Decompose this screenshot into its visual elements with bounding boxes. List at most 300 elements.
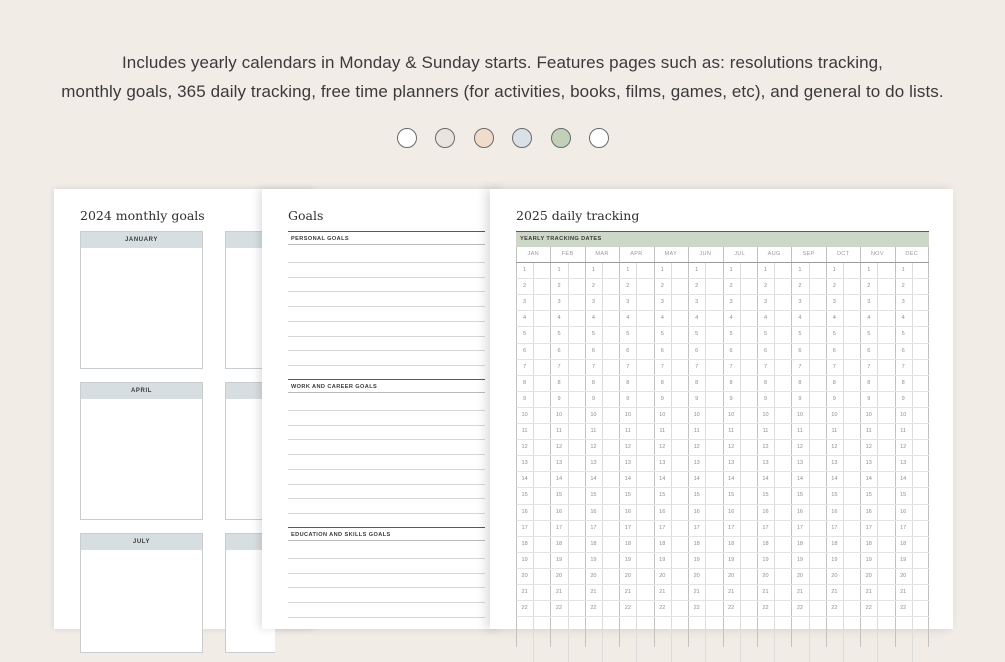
day-number: 19 <box>831 556 838 563</box>
day-number: 20 <box>590 572 597 579</box>
day-number: 20 <box>555 572 563 579</box>
day-number: 6 <box>832 347 836 354</box>
row-line <box>516 471 929 472</box>
day-number: 4 <box>626 315 630 322</box>
cell-divider <box>809 262 810 662</box>
day-number: 3 <box>832 299 836 306</box>
day-number: 7 <box>591 363 595 370</box>
day-number: 6 <box>523 347 527 354</box>
goal-line[interactable] <box>288 484 485 485</box>
day-number: 13 <box>693 460 700 467</box>
day-number: 11 <box>728 428 734 434</box>
month-column-header: DEC <box>905 251 919 257</box>
day-number: 1 <box>591 267 595 273</box>
day-number: 15 <box>624 492 631 499</box>
month-column-header: JUL <box>734 251 746 257</box>
month-column-header: SEP <box>802 251 815 257</box>
day-number: 12 <box>831 444 838 451</box>
day-number: 19 <box>590 556 597 563</box>
day-number: 10 <box>727 411 735 418</box>
day-number: 11 <box>590 428 597 434</box>
day-number: 20 <box>796 572 804 579</box>
swatch-white[interactable] <box>397 128 417 148</box>
day-number: 11 <box>693 428 700 434</box>
day-number: 18 <box>590 540 597 547</box>
day-number: 14 <box>693 476 700 483</box>
month-column-header: JUN <box>699 251 712 257</box>
day-number: 17 <box>762 524 769 531</box>
day-number: 10 <box>590 411 597 418</box>
day-number: 1 <box>763 267 768 273</box>
month-box-april <box>80 382 203 520</box>
day-number: 14 <box>831 476 838 483</box>
day-number: 19 <box>865 556 872 563</box>
goal-line[interactable] <box>288 469 485 470</box>
goal-section-education: EDUCATION AND SKILLS GOALS <box>288 527 485 541</box>
day-number: 2 <box>591 283 595 290</box>
day-number: 14 <box>796 476 804 483</box>
day-number: 22 <box>900 605 907 612</box>
day-number: 10 <box>624 411 631 418</box>
day-number: 15 <box>900 492 907 499</box>
day-number: 8 <box>763 379 768 386</box>
day-number: 20 <box>865 572 872 579</box>
day-number: 15 <box>555 492 563 499</box>
goal-line[interactable] <box>288 262 485 263</box>
day-number: 14 <box>590 476 597 483</box>
day-number: 10 <box>865 411 872 418</box>
day-number: 5 <box>729 331 733 338</box>
day-number: 21 <box>831 589 838 595</box>
day-number: 17 <box>865 524 872 531</box>
month-column-header: NOV <box>870 251 884 257</box>
day-number: 19 <box>659 556 666 563</box>
day-number: 9 <box>729 395 733 402</box>
page-title: 2024 monthly goals <box>80 208 205 223</box>
day-number: 2 <box>729 283 733 290</box>
month-column-header: JAN <box>527 251 539 257</box>
goal-line[interactable] <box>288 321 485 322</box>
day-number: 1 <box>729 267 733 273</box>
day-number: 21 <box>796 589 804 595</box>
day-number: 7 <box>901 363 905 370</box>
goal-line[interactable] <box>288 291 485 292</box>
day-number: 7 <box>763 363 768 370</box>
day-number: 18 <box>865 540 872 547</box>
day-number: 17 <box>624 524 631 531</box>
day-number: 16 <box>762 508 769 515</box>
day-number: 12 <box>900 444 907 451</box>
day-number: 5 <box>591 331 595 338</box>
day-number: 19 <box>555 556 563 563</box>
day-number: 12 <box>796 444 804 451</box>
day-number: 7 <box>729 363 733 370</box>
day-number: 22 <box>865 605 872 612</box>
day-number: 4 <box>901 315 905 322</box>
day-number: 21 <box>900 589 907 595</box>
day-number: 4 <box>763 315 768 322</box>
day-number: 11 <box>900 428 907 434</box>
day-number: 4 <box>867 315 871 322</box>
day-number: 11 <box>556 428 562 434</box>
row-line <box>516 536 929 537</box>
month-label: APRIL <box>81 383 202 399</box>
headline-line-2: monthly goals, 365 daily tracking, free time planners (for activities, books, films, games, etc), and general to do lists. <box>61 82 944 101</box>
day-number: 8 <box>832 379 836 386</box>
row-line <box>516 294 929 295</box>
row-line <box>516 504 929 505</box>
day-number: 13 <box>831 460 838 467</box>
day-number: 15 <box>590 492 597 499</box>
day-number: 19 <box>900 556 907 563</box>
month-column-header: APR <box>630 251 643 257</box>
day-number: 19 <box>762 556 769 563</box>
day-number: 2 <box>798 283 802 290</box>
day-number: 20 <box>727 572 735 579</box>
day-number: 17 <box>796 524 804 531</box>
day-number: 8 <box>695 379 699 386</box>
day-number: 3 <box>729 299 733 306</box>
day-number: 2 <box>660 283 664 290</box>
day-number: 10 <box>762 411 769 418</box>
day-number: 7 <box>695 363 699 370</box>
day-number: 20 <box>624 572 631 579</box>
day-number: 10 <box>521 411 528 418</box>
swatch-blue[interactable] <box>512 128 532 148</box>
day-number: 2 <box>695 283 699 290</box>
page-title: Goals <box>288 208 324 223</box>
day-number: 3 <box>763 299 768 306</box>
row-line <box>516 552 929 553</box>
day-number: 1 <box>557 267 561 273</box>
day-number: 10 <box>831 411 838 418</box>
goal-line[interactable] <box>288 410 485 411</box>
day-number: 3 <box>523 299 527 306</box>
day-number: 10 <box>796 411 804 418</box>
day-number: 17 <box>900 524 907 531</box>
day-number: 10 <box>693 411 700 418</box>
cell-divider <box>912 262 913 662</box>
row-line <box>516 584 929 585</box>
day-number: 7 <box>832 363 836 370</box>
day-number: 16 <box>659 508 666 515</box>
day-number: 13 <box>796 460 804 467</box>
swatch-beige[interactable] <box>435 128 455 148</box>
month-column-header: AUG <box>767 251 781 257</box>
day-number: 1 <box>626 267 630 273</box>
row-line <box>516 616 929 617</box>
day-number: 7 <box>798 363 802 370</box>
row-line <box>516 423 929 424</box>
day-number: 2 <box>901 283 905 290</box>
row-line <box>516 359 929 360</box>
day-number: 18 <box>659 540 666 547</box>
day-number: 15 <box>796 492 804 499</box>
goal-line[interactable] <box>288 336 485 337</box>
day-number: 18 <box>693 540 700 547</box>
day-number: 4 <box>523 315 527 322</box>
cell-divider <box>671 262 672 662</box>
day-number: 21 <box>865 589 872 595</box>
day-number: 8 <box>901 379 905 386</box>
day-number: 12 <box>727 444 735 451</box>
day-number: 2 <box>867 283 871 290</box>
goal-line[interactable] <box>288 306 485 307</box>
day-number: 21 <box>624 589 631 595</box>
goal-line[interactable] <box>288 513 485 514</box>
day-number: 16 <box>831 508 838 515</box>
row-line <box>516 375 929 376</box>
swatch-peach[interactable] <box>474 128 494 148</box>
day-number: 7 <box>660 363 664 370</box>
day-number: 8 <box>591 379 595 386</box>
day-number: 4 <box>660 315 664 322</box>
goal-line[interactable] <box>288 602 485 603</box>
row-line <box>516 487 929 488</box>
day-number: 13 <box>624 460 631 467</box>
day-number: 18 <box>762 540 769 547</box>
day-number: 16 <box>900 508 907 515</box>
day-number: 22 <box>659 605 666 612</box>
day-number: 22 <box>521 605 528 612</box>
day-number: 12 <box>659 444 666 451</box>
goal-line[interactable] <box>288 617 485 618</box>
cell-divider <box>636 262 637 662</box>
day-number: 13 <box>900 460 907 467</box>
day-number: 15 <box>727 492 735 499</box>
day-number: 2 <box>832 283 836 290</box>
day-number: 21 <box>762 589 769 595</box>
goal-line[interactable] <box>288 454 485 455</box>
day-number: 4 <box>591 315 595 322</box>
day-number: 2 <box>763 283 768 290</box>
day-number: 22 <box>590 605 597 612</box>
month-label: JULY <box>81 534 202 550</box>
row-line <box>516 520 929 521</box>
row-line <box>516 310 929 311</box>
day-number: 6 <box>695 347 699 354</box>
day-number: 9 <box>867 395 871 402</box>
grid-header-line <box>516 262 929 263</box>
day-number: 5 <box>523 331 527 338</box>
day-number: 12 <box>590 444 597 451</box>
day-number: 15 <box>831 492 838 499</box>
day-number: 14 <box>900 476 907 483</box>
swatch-white-2[interactable] <box>589 128 609 148</box>
day-number: 20 <box>521 572 528 579</box>
month-column-header: MAR <box>595 251 609 257</box>
day-number: 14 <box>762 476 769 483</box>
day-number: 9 <box>901 395 905 402</box>
day-number: 12 <box>521 444 528 451</box>
tracking-grid <box>516 247 929 647</box>
day-number: 1 <box>901 267 905 273</box>
day-number: 11 <box>521 428 528 434</box>
goal-line[interactable] <box>288 498 485 499</box>
cell-divider <box>740 262 741 662</box>
day-number: 22 <box>796 605 804 612</box>
day-number: 14 <box>727 476 735 483</box>
day-number: 7 <box>523 363 527 370</box>
day-number: 18 <box>624 540 631 547</box>
day-number: 16 <box>555 508 563 515</box>
day-number: 9 <box>695 395 699 402</box>
day-number: 8 <box>867 379 871 386</box>
day-number: 18 <box>727 540 735 547</box>
day-number: 22 <box>624 605 631 612</box>
day-number: 19 <box>693 556 700 563</box>
goals-page <box>262 189 502 629</box>
day-number: 3 <box>626 299 630 306</box>
day-number: 6 <box>798 347 802 354</box>
day-number: 15 <box>693 492 700 499</box>
day-number: 19 <box>796 556 804 563</box>
daily-tracking-page <box>490 189 953 629</box>
day-number: 14 <box>865 476 872 483</box>
month-box-july <box>80 533 203 653</box>
goal-section-personal: PERSONAL GOALS <box>288 231 485 245</box>
day-number: 20 <box>900 572 907 579</box>
day-number: 21 <box>693 589 700 595</box>
day-number: 15 <box>762 492 769 499</box>
day-number: 18 <box>831 540 838 547</box>
day-number: 19 <box>521 556 528 563</box>
day-number: 12 <box>624 444 631 451</box>
day-number: 10 <box>555 411 563 418</box>
cell-divider <box>774 262 775 662</box>
goal-line[interactable] <box>288 587 485 588</box>
day-number: 16 <box>796 508 804 515</box>
day-number: 18 <box>796 540 804 547</box>
day-number: 22 <box>555 605 563 612</box>
day-number: 10 <box>900 411 907 418</box>
day-number: 22 <box>762 605 769 612</box>
day-number: 17 <box>521 524 528 531</box>
color-swatches <box>0 128 1005 150</box>
day-number: 14 <box>555 476 563 483</box>
day-number: 17 <box>555 524 563 531</box>
day-number: 14 <box>659 476 666 483</box>
day-number: 8 <box>626 379 630 386</box>
day-number: 13 <box>659 460 666 467</box>
day-number: 17 <box>659 524 666 531</box>
day-number: 4 <box>729 315 733 322</box>
goal-line[interactable] <box>288 573 485 574</box>
day-number: 1 <box>832 267 836 273</box>
day-number: 6 <box>867 347 871 354</box>
goal-line[interactable] <box>288 439 485 440</box>
goal-line[interactable] <box>288 350 485 351</box>
day-number: 9 <box>798 395 802 402</box>
day-number: 21 <box>727 589 735 595</box>
day-number: 9 <box>626 395 630 402</box>
day-number: 11 <box>762 428 769 434</box>
day-number: 18 <box>555 540 563 547</box>
day-number: 21 <box>590 589 597 595</box>
day-number: 4 <box>557 315 561 322</box>
day-number: 20 <box>831 572 838 579</box>
day-number: 19 <box>624 556 631 563</box>
day-number: 2 <box>557 283 561 290</box>
goal-line[interactable] <box>288 277 485 278</box>
day-number: 4 <box>695 315 699 322</box>
day-number: 15 <box>521 492 528 499</box>
day-number: 9 <box>523 395 527 402</box>
day-number: 13 <box>590 460 597 467</box>
row-line <box>516 343 929 344</box>
day-number: 16 <box>624 508 631 515</box>
day-number: 5 <box>832 331 836 338</box>
day-number: 14 <box>624 476 631 483</box>
day-number: 3 <box>591 299 595 306</box>
day-number: 16 <box>521 508 528 515</box>
day-number: 3 <box>901 299 905 306</box>
row-line <box>516 568 929 569</box>
day-number: 11 <box>659 428 666 434</box>
day-number: 13 <box>521 460 528 467</box>
day-number: 1 <box>867 267 871 273</box>
day-number: 13 <box>762 460 769 467</box>
day-number: 5 <box>695 331 699 338</box>
day-number: 15 <box>865 492 872 499</box>
row-line <box>516 455 929 456</box>
day-number: 6 <box>729 347 733 354</box>
day-number: 10 <box>659 411 666 418</box>
goal-line[interactable] <box>288 425 485 426</box>
day-number: 17 <box>831 524 838 531</box>
day-number: 20 <box>693 572 700 579</box>
day-number: 3 <box>798 299 802 306</box>
day-number: 16 <box>693 508 700 515</box>
day-number: 5 <box>626 331 630 338</box>
day-number: 1 <box>523 267 527 273</box>
day-number: 2 <box>626 283 630 290</box>
day-number: 1 <box>695 267 699 273</box>
day-number: 5 <box>798 331 802 338</box>
day-number: 13 <box>727 460 735 467</box>
day-number: 8 <box>660 379 664 386</box>
day-number: 5 <box>901 331 905 338</box>
day-number: 11 <box>865 428 872 434</box>
day-number: 9 <box>591 395 595 402</box>
cell-divider <box>533 262 534 662</box>
day-number: 17 <box>590 524 597 531</box>
cell-divider <box>568 262 569 662</box>
day-number: 9 <box>557 395 561 402</box>
day-number: 12 <box>693 444 700 451</box>
goal-line[interactable] <box>288 558 485 559</box>
day-number: 18 <box>900 540 907 547</box>
day-number: 11 <box>831 428 838 434</box>
day-number: 17 <box>727 524 735 531</box>
day-number: 9 <box>660 395 664 402</box>
headline-line-1: Includes yearly calendars in Monday & Sunday starts. Features pages such as: resolutions tracking, <box>121 53 884 72</box>
day-number: 19 <box>727 556 735 563</box>
day-number: 21 <box>659 589 666 595</box>
day-number: 1 <box>798 267 802 273</box>
day-number: 6 <box>557 347 561 354</box>
day-number: 14 <box>521 476 528 483</box>
goal-line[interactable] <box>288 365 485 366</box>
row-line <box>516 391 929 392</box>
day-number: 8 <box>557 379 561 386</box>
row-line <box>516 326 929 327</box>
day-number: 8 <box>729 379 733 386</box>
cell-divider <box>877 262 878 662</box>
day-number: 20 <box>659 572 666 579</box>
day-number: 20 <box>762 572 769 579</box>
swatch-sage[interactable] <box>551 128 571 148</box>
